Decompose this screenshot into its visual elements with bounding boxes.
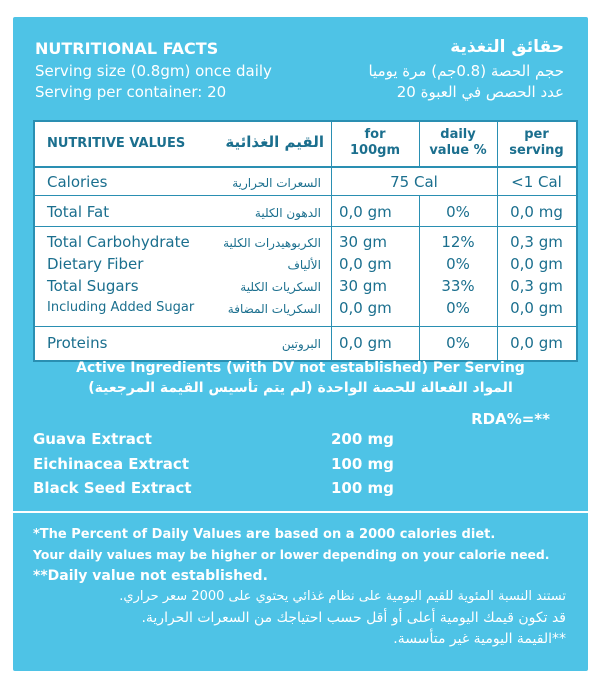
- carb-dv: 12%: [441, 233, 475, 251]
- footnote-ar-2: قد تكون قيمك اليومية أعلى أو أقل حسب احتياجك من السعرات الحرارية.: [141, 610, 566, 626]
- proteins-per100: 0,0 gm: [339, 334, 392, 352]
- header-per-serving-line1: per: [524, 127, 549, 142]
- fat-dv: 0%: [446, 203, 470, 221]
- header-per100-line2: 100gm: [350, 143, 400, 158]
- fiber-per-serving: 0,0 gm: [510, 255, 563, 273]
- sugars-label-ar: السكريات الكلية: [240, 280, 321, 294]
- serving-size-ar: حجم الحصة (0.8جم) مرة يوميا: [368, 62, 564, 80]
- title-en: NUTRITIONAL FACTS: [35, 39, 219, 58]
- rule-carbs: [35, 326, 576, 327]
- fat-label: Total Fat: [47, 203, 110, 221]
- footnote-daily-values: *The Percent of Daily Values are based on a 2000 calories diet.: [33, 527, 496, 542]
- fiber-label-ar: الألياف: [287, 258, 321, 272]
- active-title-ar: المواد الفعالة للحصة الواحدة (لم يتم تأسيس القيمة المرجعية): [88, 380, 513, 396]
- header-per-serving: [497, 127, 576, 159]
- fat-label-ar: الدهون الكلية: [254, 206, 321, 220]
- header-per-serving-line2: serving: [509, 143, 564, 158]
- carb-label-ar: الكربوهيدرات الكلية: [223, 236, 321, 250]
- calories-label: Calories: [47, 173, 108, 191]
- fiber-label: Dietary Fiber: [47, 255, 144, 273]
- serving-size-en: Serving size (0.8gm) once daily: [35, 62, 272, 80]
- title-ar: حقائق التغذية: [450, 37, 564, 57]
- footnote-ar-1: تستند النسبة المئوية للقيم اليومية على نظام غذائي يحتوي على 2000 سعر حراري.: [119, 589, 566, 604]
- header-per100-line1: for: [364, 127, 386, 142]
- active-title-en: Active Ingredients (with DV not established) Per Serving: [76, 360, 525, 376]
- calories-value: 75 Cal: [390, 173, 438, 191]
- footnote-not-established: **Daily value not established.: [33, 568, 268, 584]
- serving-per-container-en: Serving per container: 20: [35, 83, 227, 101]
- calories-label-ar: السعرات الحرارية: [232, 176, 321, 190]
- proteins-label-ar: البروتين: [281, 337, 321, 351]
- header-nutritive-en: NUTRITIVE VALUES: [47, 136, 186, 151]
- footnote-calorie-need: Your daily values may be higher or lower depending on your calorie need.: [33, 547, 550, 562]
- fat-per-serving: 0,0 mg: [510, 203, 563, 221]
- rule-calories: [35, 195, 576, 196]
- rda-note: RDA%=**: [471, 410, 550, 428]
- header-dv-line1: daily: [440, 127, 476, 142]
- fiber-per100: 0,0 gm: [339, 255, 392, 273]
- sugars-per-serving: 0,3 gm: [510, 277, 563, 295]
- proteins-per-serving: 0,0 gm: [510, 334, 563, 352]
- sugars-label: Total Sugars: [47, 277, 139, 295]
- vrule-1: [331, 122, 332, 360]
- sugars-per100: 30 gm: [339, 277, 387, 295]
- rule-fat: [35, 226, 576, 227]
- vrule-2a: [419, 122, 420, 166]
- carb-label: Total Carbohydrate: [47, 233, 190, 251]
- carb-per-serving: 0,3 gm: [510, 233, 563, 251]
- header-dv: [419, 127, 497, 159]
- footnote-ar-3: **القيمة اليومية غير متأسسة.: [393, 631, 566, 647]
- sugars-dv: 33%: [441, 277, 475, 295]
- ingredient-amount-guava: 200 mg: [331, 430, 394, 448]
- calories-per-serving: <1 Cal: [511, 173, 562, 191]
- fiber-dv: 0%: [446, 255, 470, 273]
- ingredient-name-black-seed: Black Seed Extract: [33, 479, 192, 497]
- fat-per100: 0,0 gm: [339, 203, 392, 221]
- serving-per-container-ar: عدد الحصص في العبوة 20: [396, 83, 564, 101]
- ingredient-name-guava: Guava Extract: [33, 430, 152, 448]
- header-dv-line2: value %: [429, 143, 487, 158]
- section-divider: [13, 511, 588, 513]
- added-sugar-dv: 0%: [446, 299, 470, 317]
- nutrition-table: [33, 120, 578, 362]
- header-nutritive-ar: القيم الغذائية: [225, 133, 324, 151]
- ingredient-amount-echinacea: 100 mg: [331, 455, 394, 473]
- proteins-dv: 0%: [446, 334, 470, 352]
- proteins-label: Proteins: [47, 334, 108, 352]
- added-sugar-label-ar: السكريات المضافة: [227, 302, 321, 316]
- carb-per100: 30 gm: [339, 233, 387, 251]
- header-per100: [331, 127, 419, 159]
- added-sugar-per-serving: 0,0 gm: [510, 299, 563, 317]
- added-sugar-per100: 0,0 gm: [339, 299, 392, 317]
- ingredient-amount-black-seed: 100 mg: [331, 479, 394, 497]
- added-sugar-label: Including Added Sugar: [47, 300, 195, 315]
- rule-header: [35, 166, 576, 168]
- ingredient-name-echinacea: Eichinacea Extract: [33, 455, 189, 473]
- nutrition-label-panel: [13, 17, 588, 671]
